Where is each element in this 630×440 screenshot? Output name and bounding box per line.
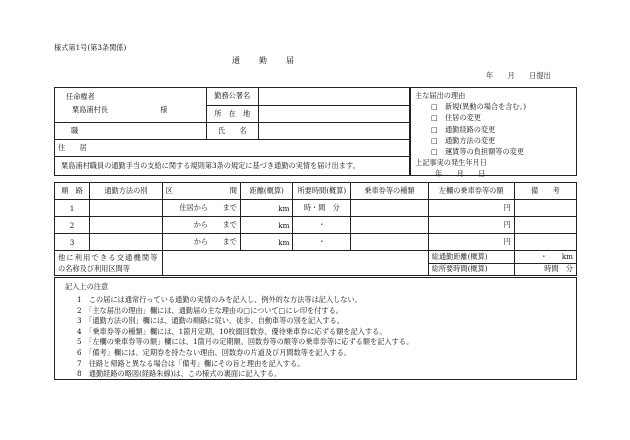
- list-item: 4 「乗車券等の種類」欄には、1箇月定期、10枚綴回数券、優待乗車券に応ずる額を記入する。: [77, 326, 387, 336]
- list-item: 2 「主な届出の理由」欄には、通勤届の主な理由の□について□にレ印を付する。: [77, 305, 343, 315]
- list-item: 5 「左欄の乗車券等の額」欄には、1箇月の定期額、回数券等の額等の乗車券等に応ずる額を記入する。: [77, 337, 414, 347]
- list-item: 8 通勤経路の略図(経路朱線)は、この様式の裏面に記入する。: [77, 369, 282, 379]
- appointer-honorific: 様: [160, 105, 168, 114]
- list-item: 7 往路と帰路と異なる場合は「備考」欄にその旨と理由を記入する。: [77, 358, 305, 368]
- form-number: 様式第1号(第3条関係): [54, 43, 127, 52]
- location-value[interactable]: [258, 105, 409, 123]
- row-ticket-type[interactable]: [351, 217, 428, 234]
- office-value[interactable]: [258, 88, 409, 106]
- appointer-label: 任命権者: [66, 92, 95, 101]
- row-ticket-type[interactable]: [351, 200, 428, 217]
- row-distance[interactable]: km: [240, 200, 293, 217]
- row-amount[interactable]: 円: [428, 200, 514, 217]
- total-time-value[interactable]: 時間 分: [514, 263, 576, 276]
- other-transport-row: [55, 251, 577, 264]
- row-method[interactable]: [90, 200, 163, 217]
- reason-item-fare[interactable]: □ 運賃等の負担額等の変更: [431, 147, 525, 157]
- row-number: 2: [55, 217, 90, 234]
- route-header-row: [55, 183, 577, 200]
- header-remarks: 備 考: [514, 183, 576, 200]
- row-remarks[interactable]: [514, 234, 576, 251]
- header-ticket-amount: 左欄の乗車券等の額: [428, 183, 514, 200]
- row-distance[interactable]: km: [240, 217, 293, 234]
- occurrence-label: 上記事実の発生年月日: [415, 158, 487, 168]
- notes-title: 記入上の注意: [65, 282, 109, 291]
- row-section[interactable]: から まで: [162, 217, 240, 234]
- row-section[interactable]: から まで: [162, 234, 240, 251]
- reasons-box: [410, 87, 577, 179]
- total-distance-label: 総通勤距離(概算): [428, 251, 514, 264]
- row-number: 3: [55, 234, 90, 251]
- reason-item-route[interactable]: □ 通勤経路の変更: [431, 124, 496, 134]
- list-item: 6 「備考」欄には、定期券を持たない理由、回数券の片道及び月間数等を記入する。: [77, 347, 352, 357]
- reason-item-address[interactable]: □ 住居の変更: [431, 113, 481, 123]
- notes-list: [65, 295, 576, 380]
- row-time[interactable]: 時・間 分: [293, 200, 351, 217]
- header-order: 順 路: [55, 183, 90, 200]
- row-section[interactable]: 住居から まで: [162, 200, 240, 217]
- header-time: 所要時間(概算): [293, 183, 351, 200]
- row-distance[interactable]: km: [240, 234, 293, 251]
- route-table: [54, 182, 577, 276]
- reasons-title: 主な届出の理由: [415, 91, 466, 100]
- notes-box: [54, 277, 577, 380]
- row-remarks[interactable]: [514, 217, 576, 234]
- row-number: 1: [55, 200, 90, 217]
- appointer-name: 粟島浦村長: [72, 105, 108, 114]
- other-transport-label: 他に利用できる交通機関等 の名称及び利用区間等: [55, 251, 163, 276]
- row-method[interactable]: [90, 234, 163, 251]
- row-amount[interactable]: 円: [428, 217, 514, 234]
- appointer-cell: [55, 88, 207, 123]
- name-label: 氏 名: [206, 123, 258, 140]
- occurrence-date: 年 月 日: [435, 169, 486, 179]
- reason-item-method[interactable]: □ 通勤方法の変更: [431, 135, 496, 145]
- header-distance: 距離(概算): [240, 183, 293, 200]
- office-label: 勤務公署名: [206, 88, 258, 106]
- row-time[interactable]: ・: [293, 217, 351, 234]
- header-method: 通勤方法の別: [90, 183, 163, 200]
- row-ticket-type[interactable]: [351, 234, 428, 251]
- list-item: 1 この届には通常行っている通勤の実情のみを記入し、例外的な方法等は記入しない。: [77, 295, 362, 304]
- form-title: 通 勤 届: [232, 56, 295, 65]
- submission-date: 年 月 日提出: [486, 71, 551, 80]
- table-row: [55, 200, 577, 217]
- statement: 粟島浦村職員の通勤手当の支給に関する規則第3条の規定に基づき通勤の実情を届け出ます。: [55, 157, 410, 176]
- header-section: 区 間: [162, 183, 240, 200]
- row-amount[interactable]: 円: [428, 234, 514, 251]
- reason-item-new[interactable]: □ 新規(異動の場合を含む。): [431, 102, 527, 112]
- table-row: [55, 234, 577, 251]
- position-label: 職: [55, 123, 207, 140]
- list-item: 3 「通勤方法の別」欄には、通勤の順路に従い、徒歩、自動車等の別を記入する。: [77, 316, 344, 326]
- total-time-label: 総所要時間(概算): [428, 263, 514, 276]
- row-time[interactable]: ・: [293, 234, 351, 251]
- location-label: 所 在 地: [206, 105, 258, 123]
- applicant-table: [54, 87, 410, 176]
- address-label: 住 居: [58, 143, 87, 152]
- total-distance-value[interactable]: ・ km: [514, 251, 576, 264]
- table-row: [55, 217, 577, 234]
- other-transport-value[interactable]: [162, 251, 428, 276]
- row-method[interactable]: [90, 217, 163, 234]
- address-row[interactable]: [55, 140, 410, 157]
- header-ticket-type: 乗車券等の種類: [351, 183, 428, 200]
- name-value[interactable]: [258, 123, 409, 140]
- row-remarks[interactable]: [514, 200, 576, 217]
